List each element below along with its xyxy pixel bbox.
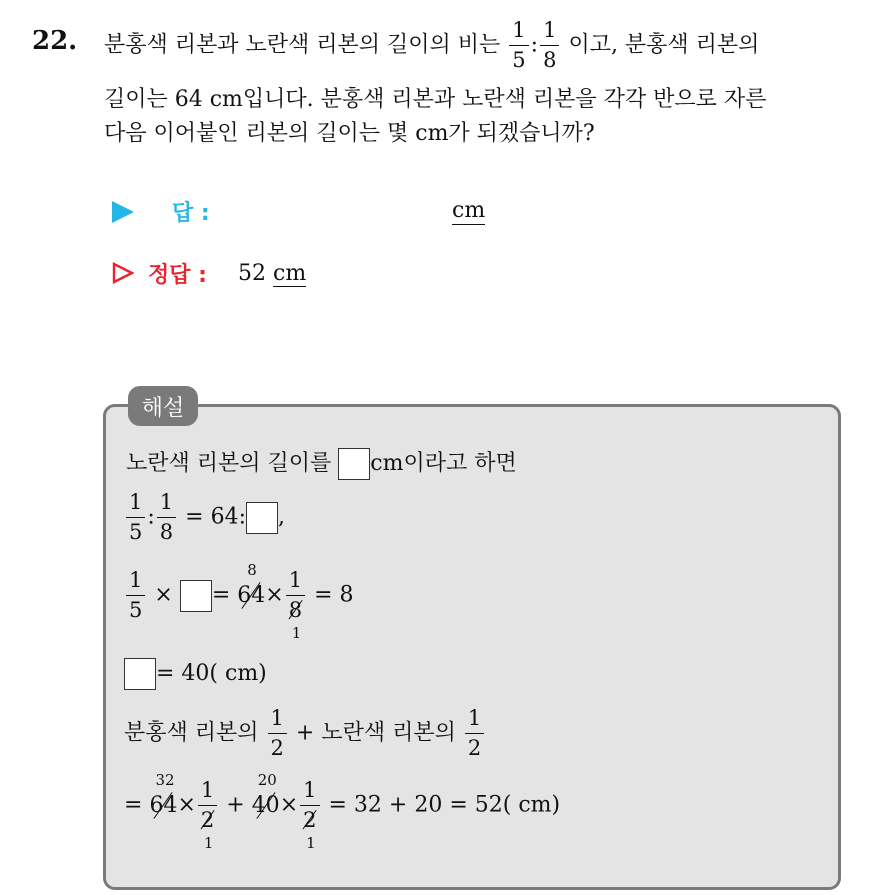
correct-answer-value [238,260,306,288]
blank-box [338,448,370,480]
solution-line-5 [124,708,486,759]
times-sign: × [154,582,173,608]
solution-l1-end: cm이라고 하면 [370,451,517,476]
solution-l5-text: 분홍색 리본의 [124,720,259,746]
correct-answer-unit: cm [273,261,307,286]
solution-line-3 [124,560,354,642]
question-text-1: 분홍색 리본과 노란색 리본의 길이의 비는 [104,32,501,58]
question-line-1 [104,20,759,71]
solution-l5-mid: + 노란색 리본의 [295,720,456,746]
plus-sign: + [226,792,245,818]
fraction: 1 2 1 [198,780,217,831]
solution-tab: 해설 [128,386,198,426]
fraction: $\frac{1}{2}$ [465,708,484,759]
equation-result: = 40( cm) [156,661,267,686]
answer-label: 답 : [172,201,210,226]
correct-answer-number: 52 [238,261,266,286]
fraction: $\frac{1}{8}$ [157,492,176,543]
ratio-colon: : [530,32,539,58]
equals-sign: = [211,582,231,608]
solution-line-4 [124,658,267,690]
fraction: $\frac{1}{5}$ [126,570,145,621]
ratio-fraction-b: $\frac{1}{8}$ [540,20,559,71]
equals-sign: = [124,792,143,818]
cancelled-number: 64 8 [237,560,266,608]
blank-box [246,502,278,534]
solution-line-1 [126,446,517,480]
cancelled-number: 64 32 [149,770,178,818]
blank-box [124,658,156,690]
fraction: $\frac{1}{2}$ [268,708,287,759]
times-sign: × [279,792,299,818]
correct-answer-label: 정답 : [148,263,207,288]
fraction: 1 2 1 [300,780,319,831]
ratio-fraction-a: $\frac{1}{5}$ [509,20,528,71]
equation-result: = 8 [314,582,354,608]
comma: , [278,504,286,530]
times-sign: × [177,792,196,818]
question-line-3: 다음 이어붙인 리본의 길이는 몇 cm가 되겠습니까? [104,121,595,146]
equation-text: = 64: [185,504,247,530]
correct-answer-marker-icon [112,262,134,284]
blank-box [180,580,212,612]
solution-line-6 [124,770,561,852]
answer-unit: cm [452,198,486,223]
answer-marker-icon [112,201,134,223]
colon: : [147,504,155,530]
question-number: 22. [32,26,78,56]
fraction: 1 8 1 [286,570,305,621]
solution-l1-text: 노란색 리본의 길이를 [126,451,332,476]
question-line-2: 길이는 64 cm입니다. 분홍색 리본과 노란색 리본을 각각 반으로 자른 [104,87,767,112]
fraction: $\frac{1}{5}$ [126,492,145,543]
solution-line-2 [124,492,285,543]
equation-result: = 32 + 20 = 52( cm) [328,792,561,818]
times-sign: × [265,582,284,608]
cancelled-number: 40 20 [251,770,280,818]
question-text-1-end: 이고, 분홍색 리본의 [568,32,760,58]
